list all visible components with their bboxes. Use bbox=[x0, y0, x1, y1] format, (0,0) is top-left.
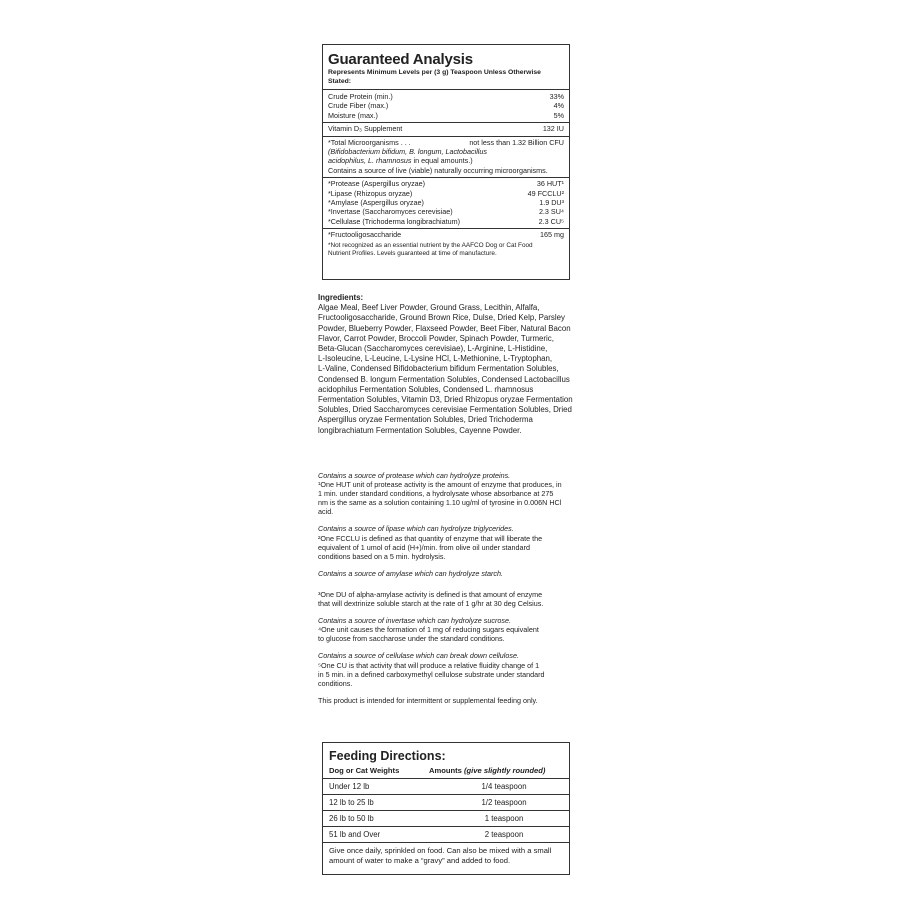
enzyme-value: 1.9 DU³ bbox=[539, 198, 564, 208]
amounts-header-text: Amounts bbox=[429, 766, 465, 775]
note-line: in 5 min. in a defined carboxymethyl cellulose substrate under standard bbox=[318, 669, 545, 679]
note-line: conditions based on a 5 min. hydrolysis. bbox=[318, 551, 446, 561]
microorganisms-section bbox=[328, 138, 564, 176]
analysis-row bbox=[328, 101, 564, 110]
guaranteed-analysis-box bbox=[322, 44, 570, 280]
weights-column-header: Dog or Cat Weights bbox=[329, 766, 400, 775]
feeding-row bbox=[323, 795, 569, 811]
footnote-line: Nutrient Profiles. Levels guaranteed at time of manufacture. bbox=[328, 249, 497, 257]
note-line: that will dextrinize soluble starch at the rate of 1 g/hr at 30 deg Celsius. bbox=[318, 599, 544, 609]
fos-label: *Fructooligosaccharide bbox=[328, 230, 402, 240]
enzyme-value: 49 FCCLU² bbox=[527, 188, 564, 198]
enzyme-notes bbox=[318, 471, 580, 713]
analysis-row bbox=[328, 92, 564, 101]
note-line: ⁵One CU is that activity that will produce a relative fluidity change of 1 bbox=[318, 660, 540, 670]
ingredients-heading: Ingredients: bbox=[318, 293, 364, 302]
species-line: (Bifidobacterium bifidum, B. longum, Lactobacillus bbox=[328, 147, 487, 157]
enzyme-row bbox=[328, 207, 564, 216]
amount-cell: 1/4 teaspoon bbox=[481, 781, 527, 791]
amount-cell: 1 teaspoon bbox=[484, 813, 524, 823]
enzyme-label: *Lipase (Rhizopus oryzae) bbox=[328, 188, 413, 198]
enzyme-label: *Cellulase (Trichoderma longibrachiatum) bbox=[328, 216, 460, 226]
enzymes-section bbox=[328, 179, 564, 226]
note-block bbox=[318, 651, 580, 687]
weight-cell: 12 lb to 25 lb bbox=[329, 797, 374, 807]
note-line: equivalent of 1 umol of acid (H+)/min. from olive oil under standard bbox=[318, 542, 530, 552]
ingredients-line: Solubles, Dried Saccharomyces cerevisiae Fermentation Solubles, Dried bbox=[318, 405, 572, 415]
enzyme-value: 2.3 SU⁴ bbox=[538, 207, 564, 217]
microorganisms-species bbox=[328, 147, 564, 156]
note-line: ⁴One unit causes the formation of 1 mg of reducing sugars equivalent bbox=[318, 625, 539, 635]
analysis-subtitle: Represents Minimum Levels per (3 g) Teaspoon Unless Otherwise Stated: bbox=[328, 69, 541, 85]
enzyme-label: *Invertase (Saccharomyces cerevisiae) bbox=[328, 207, 453, 217]
analysis-value: 5% bbox=[553, 110, 564, 120]
feeding-title: Feeding Directions: bbox=[329, 749, 446, 763]
enzyme-label: *Protease (Aspergillus oryzae) bbox=[328, 179, 426, 189]
ingredients-line: Fructooligosaccharide, Ground Brown Rice, Dulse, Dried Kelp, Parsley bbox=[318, 313, 565, 323]
analysis-footnote bbox=[328, 240, 564, 258]
basic-analysis-section bbox=[328, 90, 564, 120]
amounts-header-note: (give slightly rounded) bbox=[464, 766, 546, 775]
note-heading: Contains a source of amylase which can hydrolyze starch. bbox=[318, 568, 503, 578]
vitamin-label: Vitamin D₃ Supplement bbox=[328, 124, 403, 134]
analysis-label: Crude Protein (min.) bbox=[328, 92, 393, 101]
ingredients-line: Beta-Glucan (Saccharomyces cerevisiae), L-Arginine, L-Histidine, bbox=[318, 344, 548, 354]
enzyme-row bbox=[328, 189, 564, 198]
vitamin-value: 132 IU bbox=[542, 124, 564, 134]
weight-cell: 26 lb to 50 lb bbox=[329, 813, 374, 823]
species-italic: acidophilus, L. rhamnosus bbox=[328, 156, 412, 166]
note-line: nm is the same as a solution containing 1.10 ug/ml of tyrosine in 0.006N HCl bbox=[318, 498, 562, 508]
analysis-label: Moisture (max.) bbox=[328, 110, 378, 120]
ingredients-line: L-Valine, Condensed Bifidobacterium bifidum Fermentation Solubles, bbox=[318, 364, 559, 374]
note-block bbox=[318, 696, 580, 705]
note-heading: Contains a source of lipase which can hydrolyze triglycerides. bbox=[318, 524, 514, 534]
ingredients-text bbox=[318, 303, 578, 436]
enzyme-label: *Amylase (Aspergillus oryzae) bbox=[328, 198, 424, 208]
enzyme-value: 36 HUT¹ bbox=[536, 179, 564, 189]
analysis-value: 4% bbox=[553, 101, 564, 111]
note-block bbox=[318, 569, 580, 578]
divider bbox=[323, 122, 569, 123]
ingredients-line: Flavor, Carrot Powder, Broccoli Powder, Spinach Powder, Turmeric, bbox=[318, 333, 554, 343]
microorganisms-row bbox=[328, 138, 564, 147]
amount-cell: 1/2 teaspoon bbox=[481, 797, 527, 807]
feeding-table-header bbox=[323, 764, 569, 779]
note-line: ¹One HUT unit of protease activity is the amount of enzyme that produces, in bbox=[318, 480, 562, 490]
note-block bbox=[318, 616, 580, 643]
analysis-value: 33% bbox=[549, 92, 564, 101]
ingredients-line: longibrachiatum Fermentation Solubles, Cayenne Powder. bbox=[318, 425, 522, 435]
note-line: ³One DU of alpha-amylase activity is defined is that amount of enzyme bbox=[318, 589, 543, 599]
amounts-column-header bbox=[429, 766, 563, 776]
ingredients-line: L-Isoleucine, L-Leucine, L-Lysine HCl, L-Methionine, L-Tryptophan, bbox=[318, 354, 553, 364]
note-heading: Contains a source of protease which can hydrolyze proteins. bbox=[318, 471, 511, 480]
enzyme-row bbox=[328, 179, 564, 188]
microorganisms-species-2 bbox=[328, 156, 564, 165]
fos-value: 165 mg bbox=[540, 230, 564, 240]
ingredients-block bbox=[318, 293, 578, 436]
enzyme-row bbox=[328, 198, 564, 207]
feeding-instructions: Give once daily, sprinkled on food. Can also be mixed with a small amount of water to make a “gravy” and added to food. bbox=[329, 846, 552, 865]
ingredients-line: Algae Meal, Beef Liver Powder, Ground Grass, Lecithin, Alfalfa, bbox=[318, 303, 540, 313]
note-line: to glucose from saccharose under the standard conditions. bbox=[318, 634, 505, 644]
feeding-directions-box bbox=[322, 742, 570, 875]
note-heading: Contains a source of cellulase which can break down cellulose. bbox=[318, 651, 519, 661]
note-line: conditions. bbox=[318, 678, 353, 688]
vitamin-row bbox=[328, 124, 564, 133]
note-line: ²One FCCLU is defined as that quantity of enzyme that will liberate the bbox=[318, 533, 543, 543]
analysis-title: Guaranteed Analysis bbox=[328, 51, 473, 68]
divider bbox=[323, 228, 569, 229]
analysis-label: Crude Fiber (max.) bbox=[328, 101, 389, 111]
divider bbox=[323, 136, 569, 137]
microorganisms-note: Contains a source of live (viable) naturally occurring microorganisms. bbox=[328, 165, 548, 175]
feeding-row bbox=[323, 811, 569, 827]
note-block bbox=[318, 471, 580, 516]
divider bbox=[323, 177, 569, 178]
feeding-row bbox=[323, 779, 569, 795]
ingredients-line: Condensed B. longum Fermentation Solubles, Condensed Lactobacillus bbox=[318, 374, 570, 384]
microorganisms-label: *Total Microorganisms . . . bbox=[328, 137, 411, 147]
microorganisms-value: not less than 1.32 Billion CFU bbox=[469, 137, 564, 147]
species-rest: in equal amounts.) bbox=[411, 156, 473, 166]
ingredients-line: Fermentation Solubles, Vitamin D3, Dried Rhizopus oryzae Fermentation bbox=[318, 395, 573, 405]
note-line: acid. bbox=[318, 507, 334, 517]
note-block bbox=[318, 590, 580, 608]
note-block bbox=[318, 524, 580, 560]
fos-row bbox=[328, 230, 564, 239]
ingredients-line: Powder, Blueberry Powder, Flaxseed Powder, Beet Fiber, Natural Bacon bbox=[318, 323, 571, 333]
feeding-row bbox=[323, 827, 569, 843]
amount-cell: 2 teaspoon bbox=[484, 829, 524, 839]
enzyme-value: 2.3 CU⁵ bbox=[538, 216, 564, 226]
weight-cell: Under 12 lb bbox=[329, 781, 370, 791]
ingredients-line: Aspergillus oryzae Fermentation Solubles, Dried Trichoderma bbox=[318, 415, 533, 425]
enzyme-row bbox=[328, 217, 564, 226]
analysis-row bbox=[328, 111, 564, 120]
footnote-line: *Not recognized as an essential nutrient by the AAFCO Dog or Cat Food bbox=[328, 241, 533, 249]
note-heading: Contains a source of invertase which can hydrolyze sucrose. bbox=[318, 616, 511, 626]
weight-cell: 51 lb and Over bbox=[329, 829, 381, 839]
note-line: This product is intended for intermittent or supplemental feeding only. bbox=[318, 695, 538, 705]
ingredients-line: acidophilus Fermentation Solubles, Condensed L. rhamnosus bbox=[318, 384, 534, 394]
note-line: 1 min. under standard conditions, a hydrolysate whose absorbance at 275 bbox=[318, 489, 554, 499]
